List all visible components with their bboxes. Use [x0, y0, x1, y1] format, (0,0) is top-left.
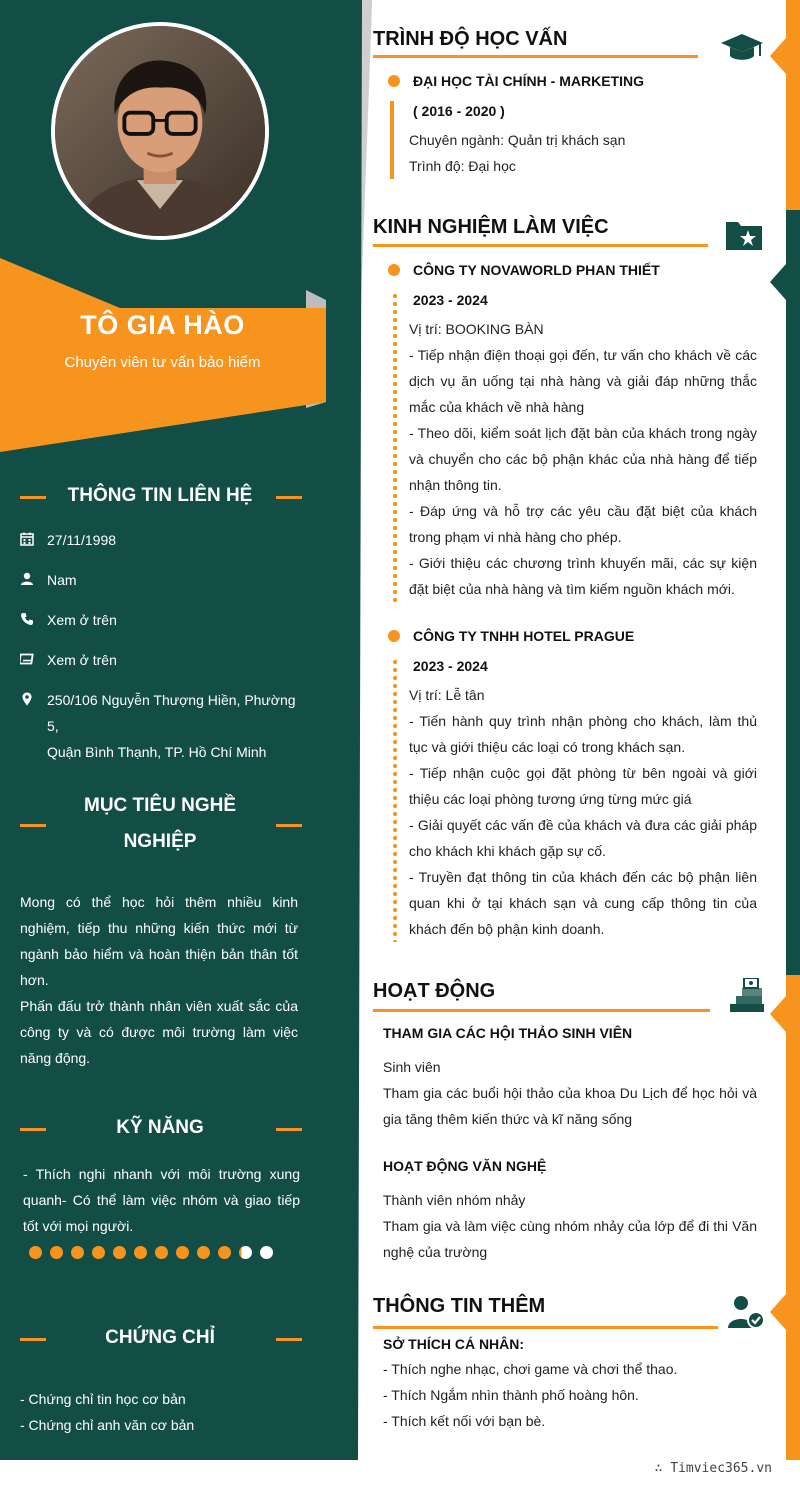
education-title: TRÌNH ĐỘ HỌC VẤN	[373, 28, 568, 50]
objective-text-1: Mong có thể học hỏi thêm nhiều kinh nghiệm, tiếp thu những kiến thức mới từ ngành bảo hiểm và hoàn thiện bản thân tốt hơn.	[20, 894, 298, 988]
rating-dot	[71, 1246, 84, 1259]
section-rule	[373, 1009, 710, 1012]
certificates-list	[20, 1386, 194, 1438]
heading-dash	[20, 1128, 46, 1131]
graduation-cap-icon	[720, 32, 764, 64]
rating-dot	[218, 1246, 231, 1259]
rating-dot	[134, 1246, 147, 1259]
heading-dash	[276, 824, 302, 827]
certificate-item: - Chứng chỉ anh văn cơ bản	[20, 1417, 195, 1433]
heading-dash	[276, 1128, 302, 1131]
timeline-dot	[388, 75, 400, 87]
contact-gender	[20, 567, 310, 593]
activity-role: Sinh viên	[383, 1059, 441, 1075]
objective-text	[20, 889, 298, 1071]
job-period: 2023 - 2024	[413, 658, 488, 674]
hobby-item: - Thích kết nối với bạn bè.	[383, 1413, 546, 1429]
job-duty: - Tiếp nhận cuộc gọi đặt phòng từ bên ngoài và giới thiệu các loại phòng tương ứng từng mức giá	[409, 765, 757, 807]
certificates-heading	[20, 1320, 300, 1356]
job-duty: - Truyền đạt thông tin của khách đến các bộ phận liên quan khi ở tại khách sạn và cung cấp thông tin của khách đến bộ phận kinh doanh.	[409, 869, 757, 937]
timeline-dot	[388, 264, 400, 276]
activity-desc: Tham gia các buổi hội thảo của khoa Du Lịch để học hỏi và gia tăng thêm kiến thức và kĩ năng sống	[383, 1085, 757, 1127]
heading-dash	[276, 496, 302, 499]
job-company: CÔNG TY TNHH HOTEL PRAGUE	[413, 628, 635, 644]
candidate-name: TÔ GIA HÀO	[80, 310, 245, 340]
contact-birthday	[20, 527, 310, 553]
job-company: CÔNG TY NOVAWORLD PHAN THIẾT	[413, 262, 660, 278]
phone-value: Xem ở trên	[47, 612, 117, 628]
certificate-item: - Chứng chỉ tin học cơ bản	[20, 1391, 186, 1407]
experience-title: KINH NGHIỆM LÀM VIỆC	[373, 216, 609, 238]
activity-name: HOẠT ĐỘNG VĂN NGHỆ	[383, 1158, 547, 1174]
section-rule	[373, 1326, 718, 1329]
job-duty: - Giải quyết các vấn đề của khách và đưa các giải pháp cho khách khi khách gặp sự cố.	[409, 817, 757, 859]
education-school: ĐẠI HỌC TÀI CHÍNH - MARKETING	[413, 73, 644, 89]
user-icon	[20, 567, 47, 593]
candidate-role: Chuyên viên tư vấn bảo hiểm	[64, 354, 261, 371]
contact-email	[20, 647, 310, 673]
extra-subtitle: SỞ THÍCH CÁ NHÂN:	[383, 1336, 525, 1352]
heading-dash	[20, 824, 46, 827]
skills-heading	[20, 1110, 300, 1146]
rating-dot	[155, 1246, 168, 1259]
heading-dash	[20, 1338, 46, 1341]
address-line-2: Quận Bình Thạnh, TP. Hồ Chí Minh	[47, 744, 267, 760]
rating-dot	[239, 1246, 252, 1259]
activity-desc: Tham gia và làm việc cùng nhóm nhảy của lớp để đi thi Văn nghệ của trường	[383, 1218, 757, 1260]
contact-address	[20, 687, 310, 765]
folder-star-icon	[724, 218, 764, 252]
avatar	[51, 22, 269, 240]
gender-value: Nam	[47, 572, 77, 588]
timeline-dot	[388, 630, 400, 642]
email-value: Xem ở trên	[47, 652, 117, 668]
rating-dot	[92, 1246, 105, 1259]
heading-dash	[20, 496, 46, 499]
certificates-title: CHỨNG CHỈ	[105, 1327, 215, 1348]
hobby-item: - Thích Ngắm nhìn thành phố hoàng hôn.	[383, 1387, 639, 1403]
activity-name: THAM GIA CÁC HỘI THẢO SINH VIÊN	[383, 1025, 633, 1041]
rating-dot	[29, 1246, 42, 1259]
birthday-value: 27/11/1998	[47, 532, 117, 548]
section-rule	[373, 244, 708, 247]
rating-dot	[50, 1246, 63, 1259]
section-rule	[373, 55, 698, 58]
skill-rating	[29, 1246, 273, 1259]
education-level: Trình độ: Đại học	[409, 158, 516, 174]
location-pin-icon	[20, 687, 47, 765]
extra-title: THÔNG TIN THÊM	[373, 1295, 546, 1317]
calendar-icon	[20, 527, 47, 553]
objective-heading	[20, 788, 300, 860]
job-period: 2023 - 2024	[413, 292, 488, 308]
rating-dot	[197, 1246, 210, 1259]
podium-icon	[728, 978, 766, 1014]
contact-title: THÔNG TIN LIÊN HỆ	[67, 485, 253, 506]
skills-title: KỸ NĂNG	[116, 1117, 204, 1138]
rating-dot	[176, 1246, 189, 1259]
contact-heading	[20, 478, 300, 514]
activities-title: HOẠT ĐỘNG	[373, 980, 496, 1002]
hobby-item: - Thích nghe nhạc, chơi game và chơi thể thao.	[383, 1361, 678, 1377]
timeline-bar	[390, 101, 394, 179]
skills-text: - Thích nghi nhanh với môi trường xung quanh- Có thể làm việc nhóm và giao tiếp tốt với mọi người.	[23, 1166, 300, 1234]
job-position: Vị trí: BOOKING BÀN	[409, 321, 544, 337]
job-duty: - Đáp ứng và hỗ trợ các yêu cầu đặt biệt của khách trong phạm vi nhà hàng cho phép.	[409, 503, 757, 545]
job-duty: - Tiếp nhận điện thoại gọi đến, tư vấn cho khách về các dịch vụ ăn uống tại nhà hàng và giải đáp những thắc mắc của khách về nhà hàng	[409, 347, 757, 415]
job-duty: - Tiến hành quy trình nhận phòng cho khách, làm thủ tục và giới thiệu các loại có trong khách sạn.	[409, 713, 757, 755]
address-line-1: 250/106 Nguyễn Thượng Hiền, Phường 5,	[47, 692, 296, 734]
job-position: Vị trí: Lễ tân	[409, 687, 485, 703]
activity-role: Thành viên nhóm nhảy	[383, 1192, 526, 1208]
email-icon	[20, 647, 47, 673]
education-major: Chuyên ngành: Quản trị khách sạn	[409, 132, 626, 148]
rating-dot	[113, 1246, 126, 1259]
contact-phone	[20, 607, 310, 633]
objective-text-2: Phấn đấu trở thành nhân viên xuất sắc của công ty và có được môi trường làm việc năng động.	[20, 998, 298, 1066]
job-duty: - Theo dõi, kiểm soát lịch đặt bàn của khách trong ngày và chuyển cho các bộ phận khác của nhà hàng để tiếp nhận thông tin.	[409, 425, 757, 493]
footer-brand: ∴ Timviec365.vn	[654, 1461, 772, 1476]
heading-dash	[276, 1338, 302, 1341]
job-duty: - Giới thiệu các chương trình khuyến mãi, các sự kiện đặt biệt của nhà hàng và tìm kiếm nguồn khách mới.	[409, 555, 757, 597]
objective-title-line1: MỤC TIÊU NGHỀ	[84, 795, 236, 816]
timeline-dotted-line	[393, 292, 397, 604]
education-period: ( 2016 - 2020 )	[413, 103, 505, 119]
user-check-icon	[726, 1294, 766, 1330]
objective-title-line2: NGHIỆP	[123, 831, 197, 852]
rating-dot	[260, 1246, 273, 1259]
timeline-dotted-line	[393, 658, 397, 942]
phone-icon	[20, 607, 47, 633]
